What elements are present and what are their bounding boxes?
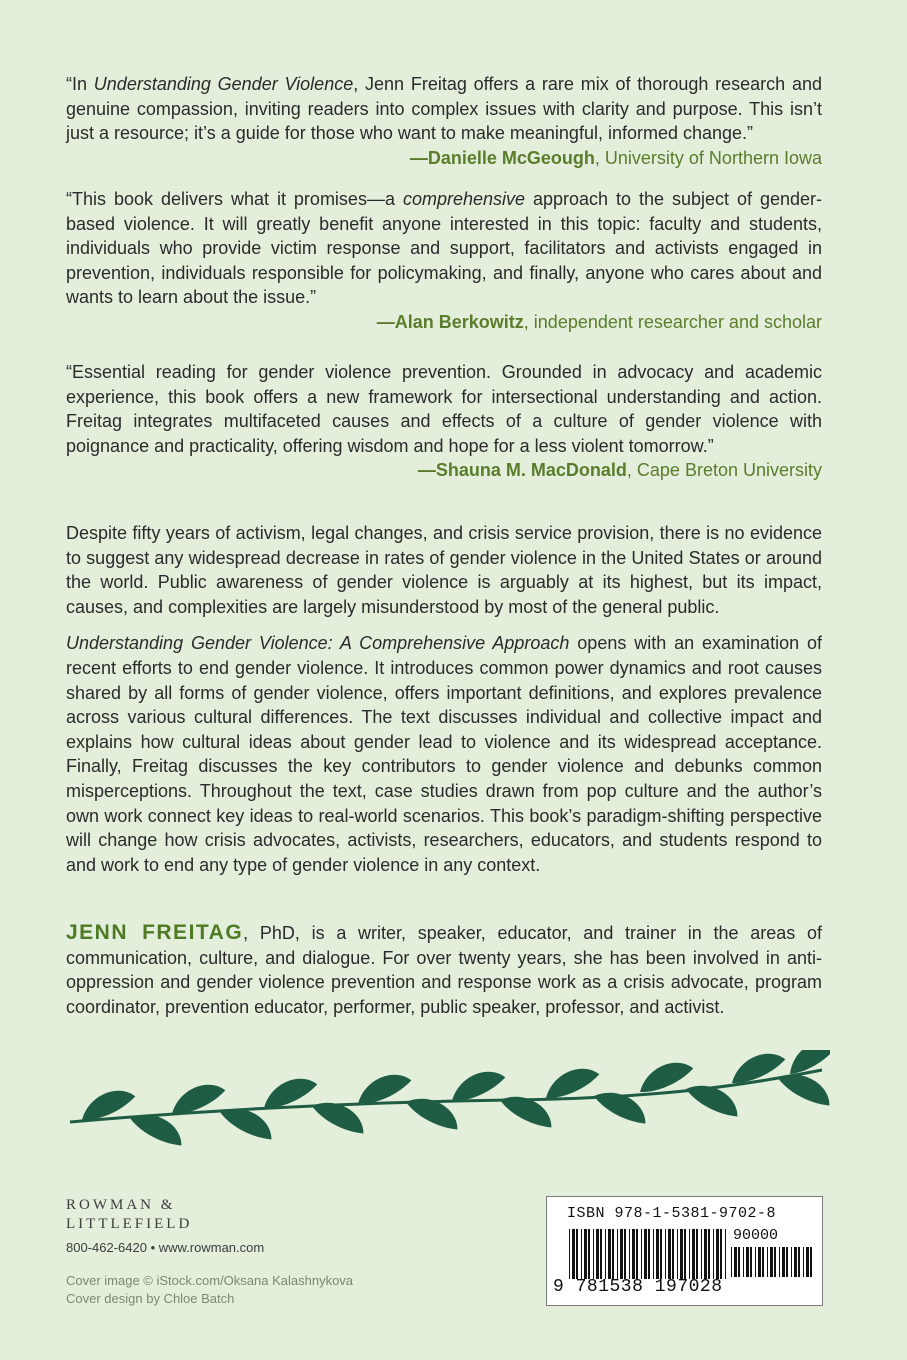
barcode-bar: [665, 1229, 666, 1279]
barcode-bar: [677, 1229, 678, 1279]
barcode-bar: [680, 1229, 683, 1279]
barcode-bar: [605, 1229, 606, 1279]
barcode-bar: [668, 1229, 671, 1279]
addon-barcode-bar: [774, 1247, 776, 1277]
addon-barcode-bar: [738, 1247, 740, 1277]
addon-barcode-bar: [794, 1247, 797, 1277]
barcode-bar: [692, 1229, 695, 1279]
barcode-bar: [612, 1229, 614, 1279]
barcode-bars: [569, 1229, 729, 1279]
barcode-bar: [644, 1229, 647, 1279]
author-bio-text: , PhD, is a writer, speaker, educator, and trainer in the areas of communication, culture, and dialogue. For over twenty years, she has been involved in anti-oppression and gender violence prevention and response work as a crisis advocate, program coordinator, prevention educator, performer, public speaker, professor, and activist.: [66, 923, 822, 1017]
addon-barcode-bar: [803, 1247, 804, 1277]
cover-credits: [66, 1272, 353, 1308]
barcode-bar: [696, 1229, 698, 1279]
endorsement-text: “This book delivers what it promises—a comprehensive approach to the subject of gender-based violence. It will greatly benefit anyone interested in this topic: faculty and students, individuals who provide victim response and support, facilitators and activists engaged in prevention, individuals responsible for policymaking, and finally, anyone who cares about and wants to learn about the issue.”: [66, 189, 822, 308]
addon-barcode-bar: [734, 1247, 737, 1277]
addon-barcode-bar: [806, 1247, 809, 1277]
addon-barcode-bar: [743, 1247, 744, 1277]
barcode-bar: [596, 1229, 599, 1279]
barcode-bar: [725, 1229, 726, 1279]
barcode-bar: [617, 1229, 618, 1279]
addon-barcode-bar: [755, 1247, 756, 1277]
addon-barcode-bar: [786, 1247, 788, 1277]
barcode-bar: [632, 1229, 635, 1279]
barcode-bar: [653, 1229, 654, 1279]
barcode-bar: [656, 1229, 659, 1279]
barcode-bar: [641, 1229, 642, 1279]
addon-barcode-bar: [798, 1247, 800, 1277]
barcode-bar: [629, 1229, 630, 1279]
endorsement-attribution: —Danielle McGeough, University of Northern Iowa: [409, 147, 822, 168]
endorsement-attribution: —Alan Berkowitz, independent researcher and scholar: [376, 311, 822, 332]
barcode-bar: [672, 1229, 674, 1279]
publisher-contact: 800-462-6420 • www.rowman.com: [66, 1240, 265, 1255]
price-addon: 90000: [733, 1227, 779, 1244]
barcode-bar: [569, 1229, 570, 1279]
addon-barcode-bar: [770, 1247, 773, 1277]
isbn-barcode: [546, 1196, 823, 1306]
vine-illustration: [60, 1050, 830, 1170]
endorsement-attribution: —Shauna M. MacDonald, Cape Breton University: [417, 460, 822, 481]
endorsement-2: [66, 187, 822, 335]
barcode-digits: 9 781538 197028: [553, 1277, 723, 1297]
barcode-bar: [701, 1229, 702, 1279]
barcode-bar: [720, 1229, 722, 1279]
barcode-bar: [648, 1229, 650, 1279]
endorsement-1: [66, 72, 822, 170]
addon-barcode-bar: [762, 1247, 764, 1277]
barcode-bar: [684, 1229, 686, 1279]
addon-barcode-bar: [758, 1247, 761, 1277]
barcode-bar: [636, 1229, 638, 1279]
barcode-bar: [572, 1229, 575, 1279]
addon-barcode-bar: [750, 1247, 752, 1277]
barcode-bar: [713, 1229, 714, 1279]
addon-barcode-bar: [746, 1247, 749, 1277]
book-description: [66, 521, 822, 877]
cover-design-credit: Cover design by Chloe Batch: [66, 1291, 235, 1306]
addon-barcode-bars: [731, 1247, 813, 1277]
barcode-bar: [716, 1229, 719, 1279]
vine-leaf: [540, 1063, 602, 1101]
publisher-logo: ROWMAN & LITTLEFIELD: [66, 1197, 193, 1232]
barcode-bar: [588, 1229, 590, 1279]
addon-barcode-bar: [791, 1247, 792, 1277]
barcode-bar: [660, 1229, 662, 1279]
author-name: JENN FREITAG: [66, 921, 244, 944]
barcode-bar: [584, 1229, 587, 1279]
addon-barcode-bar: [810, 1247, 812, 1277]
description-paragraph-2: Understanding Gender Violence: A Comprehensive Approach opens with an examination of recent efforts to end gender violence. It introduces common power dynamics and root causes shared by all forms of gender violence, offers important definitions, and explores prevalence across various cultural differences. The text discusses individual and collective impact and explains how cultural ideas about gender lead to violence and its widespread acceptance. Finally, Freitag discusses the key contributors to gender violence and debunks common misperceptions. Throughout the text, case studies drawn from pop culture and the author’s own work connect key ideas to real-world scenarios. This book’s paradigm-shifting perspective will change how crisis advocates, activists, researchers, educators, and students respond to and work to end any type of gender violence in any context.: [66, 633, 822, 875]
endorsement-text: “In Understanding Gender Violence, Jenn Freitag offers a rare mix of thorough research and genuine compassion, inviting readers into complex issues with clarity and purpose. This isn’t just a resource; it’s a guide for those who want to make meaningful, informed change.”: [66, 74, 822, 144]
addon-barcode-bar: [779, 1247, 780, 1277]
barcode-bar: [689, 1229, 690, 1279]
addon-barcode-bar: [782, 1247, 785, 1277]
barcode-bar: [600, 1229, 602, 1279]
cover-image-credit: Cover image © iStock.com/Oksana Kalashnykova: [66, 1273, 354, 1288]
barcode-bar: [593, 1229, 594, 1279]
barcode-bar: [704, 1229, 707, 1279]
barcode-bar: [620, 1229, 623, 1279]
barcode-bar: [576, 1229, 578, 1279]
endorsement-text: “Essential reading for gender violence prevention. Grounded in advocacy and academic experience, this book offers a new framework for intersectional understanding and action. Freitag integrates multifaceted causes and effects of a culture of gender violence with poignance and practicality, offering wisdom and hope for a less violent tomorrow.”: [66, 362, 822, 456]
addon-barcode-bar: [767, 1247, 768, 1277]
barcode-bar: [708, 1229, 710, 1279]
isbn-label: ISBN 978-1-5381-9702-8: [567, 1205, 777, 1222]
barcode-bar: [581, 1229, 582, 1279]
endorsement-3: [66, 360, 822, 483]
description-paragraph-1: Despite fifty years of activism, legal changes, and crisis service provision, there is no evidence to suggest any widespread decrease in rates of gender violence in the United States or around the world. Public awareness of gender violence is arguably at its highest, but its impact, causes, and complexities are largely misunderstood by most of the general public.: [66, 523, 822, 617]
addon-barcode-bar: [731, 1247, 732, 1277]
barcode-bar: [624, 1229, 626, 1279]
barcode-bar: [608, 1229, 611, 1279]
vine-leaf: [446, 1066, 508, 1104]
author-bio: [66, 921, 822, 1019]
